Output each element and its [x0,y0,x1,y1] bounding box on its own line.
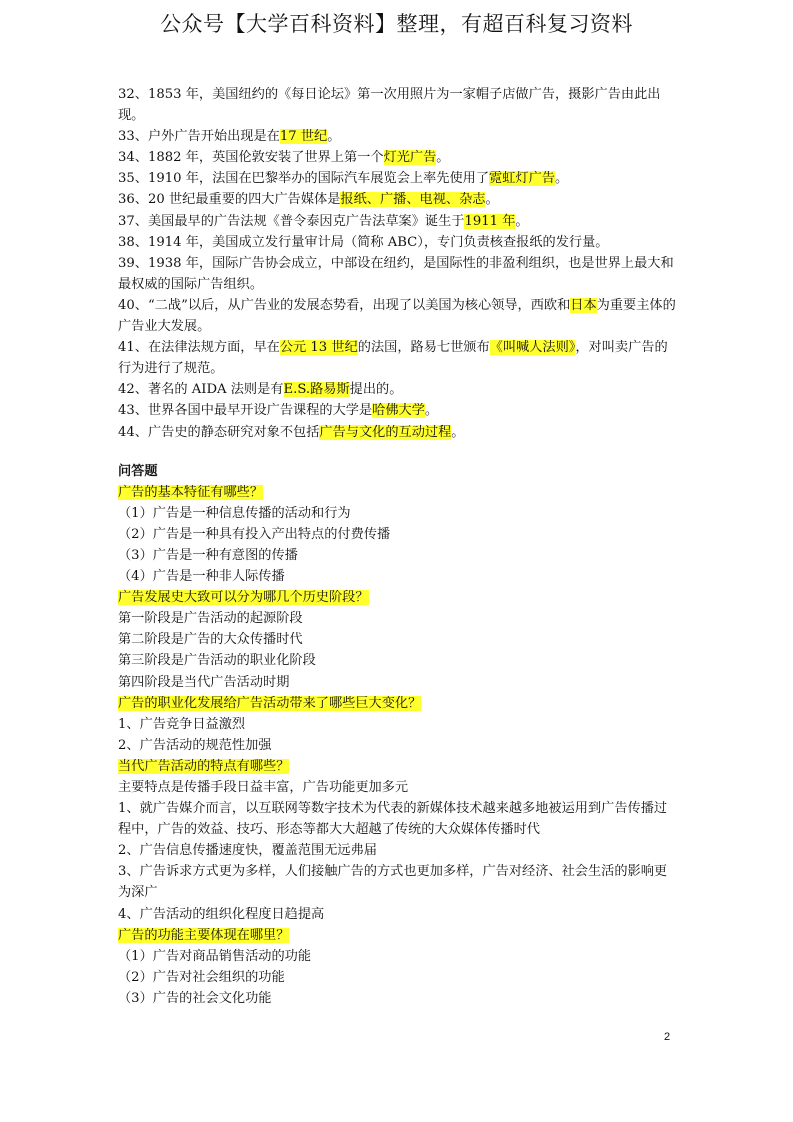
question-3: 广告的职业化发展给广告活动带来了哪些巨大变化？ [118,695,422,711]
question-1: 广告的基本特征有哪些？ [118,484,264,500]
answer-line: 第二阶段是广告的大众传播时代 [118,632,303,648]
answer-line: 1、广告竞争日益激烈 [118,716,246,732]
fact-41: 41、在法律法规方面，早在公元 13 世纪的法国，路易七世颁布《叫喊人法则》，对叫卖广告的行为进行了规范。 [118,340,668,377]
highlight: 日本 [570,297,597,313]
highlight: E.S.路易斯 [283,382,350,398]
answer-line: 2、广告活动的规范性加强 [118,737,272,753]
fact-35: 35、1910 年，法国在巴黎举办的国际汽车展览会上率先使用了霓虹灯广告。 [118,171,569,187]
fact-42: 42、著名的 AIDA 法则是有E.S.路易斯提出的。 [118,382,403,398]
highlight: 《叫喊人法则》 [489,340,576,356]
page-number: 2 [664,1031,671,1043]
answer-line: （4）广告是一种非人际传播 [118,569,285,585]
question-4: 当代广告活动的特点有哪些？ [118,758,290,774]
highlight: 公元 13 世纪 [279,340,358,356]
answer-line: 2、广告信息传播速度快，覆盖范围无远弗届 [118,843,377,859]
page-content [118,84,680,1009]
answer-line: 第三阶段是广告活动的职业化阶段 [118,653,316,669]
fact-33: 33、户外广告开始出现是在17 世纪。 [118,129,341,145]
fact-38: 38、1914 年，美国成立发行量审计局（简称 ABC），专门负责核查报纸的发行量。 [118,234,609,250]
highlight: 1911 年 [464,213,516,229]
fact-36: 36、20 世纪最重要的四大广告媒体是报纸、广播、电视、杂志。 [118,192,499,208]
question-2: 广告发展史大致可以分为哪几个历史阶段？ [118,590,369,606]
answer-line: 主要特点是传播手段日益丰富，广告功能更加多元 [118,780,409,795]
fact-37: 37、美国最早的广告法规《普令泰因克广告法草案》诞生于1911 年。 [118,213,529,229]
answer-line: 第一阶段是广告活动的起源阶段 [118,611,303,627]
fact-40: 40、“二战”以后，从广告业的发展态势看，出现了以美国为核心领导，西欧和日本为重要主体的广告业大发展。 [118,297,676,335]
fact-44: 44、广告史的静态研究对象不包括广告与文化的互动过程。 [118,424,465,440]
fact-43: 43、世界各国中最早开设广告课程的大学是哈佛大学。 [118,403,439,419]
answer-line: 3、广告诉求方式更为多样，人们接触广告的方式也更加多样，广告对经济、社会生活的影响更为深广 [118,864,668,901]
answer-line: （2）广告是一种具有投入产出特点的付费传播 [118,526,391,542]
highlight: 灯光广告 [383,150,437,166]
answer-line: （1）广告是一种信息传播的活动和行为 [118,505,351,521]
answer-line: （3）广告是一种有意图的传播 [118,547,298,563]
question-5: 广告的功能主要体现在哪里？ [118,927,290,943]
answer-line: 4、广告活动的组织化程度日趋提高 [118,906,325,922]
page-header: 公众号【大学百科资料】整理，有超百科复习资料 [160,12,633,36]
answer-line: （2）广告对社会组织的功能 [118,969,285,985]
qa-section-title: 问答题 [118,463,158,479]
section-gap [118,443,680,461]
fact-32: 32、1853 年，美国纽约的《每日论坛》第一次用照片为一家帽子店做广告，摄影广告由此出现。 [118,87,661,124]
answer-line: 1、就广告媒介而言，以互联网等数字技术为代表的新媒体技术越来越多地被运用到广告传播过程中，广告的效益、技巧、形态等都大大超越了传统的大众媒体传播时代 [118,801,668,838]
highlight: 17 世纪 [279,129,328,145]
fact-34: 34、1882 年，英国伦敦安装了世界上第一个灯光广告。 [118,150,450,166]
answer-line: （1）广告对商品销售活动的功能 [118,948,312,964]
fact-39: 39、1938 年，国际广告协会成立，中部设在纽约，是国际性的非盈利组织，也是世界上最大和最权威的国际广告组织。 [118,255,674,292]
answer-line: 第四阶段是当代广告活动时期 [118,674,290,690]
answer-line: （3）广告的社会文化功能 [118,990,272,1006]
highlight: 哈佛大学 [372,403,425,419]
highlight: 广告与文化的互动过程 [319,424,452,440]
highlight: 霓虹灯广告 [489,171,555,187]
highlight: 报纸、广播、电视、杂志 [340,192,486,208]
